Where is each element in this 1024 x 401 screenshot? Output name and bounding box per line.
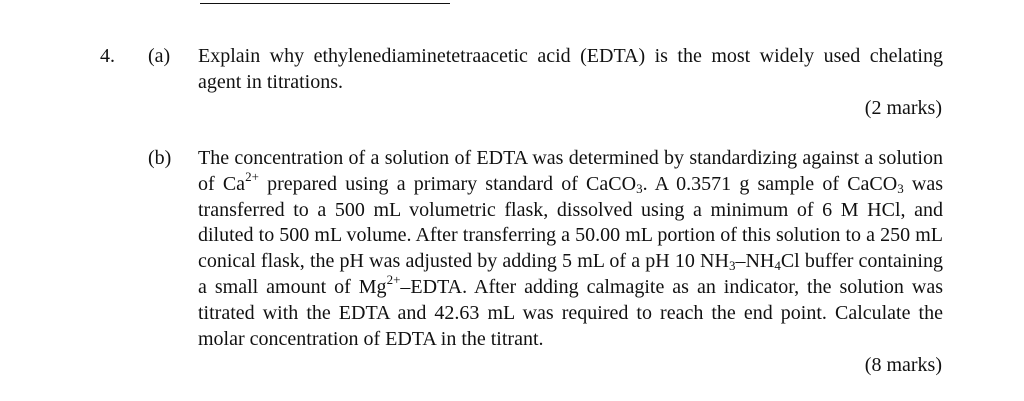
part-b-seg-1: The concentration of a solution of EDTA was determined by standardizing against a solution of Ca (198, 147, 943, 195)
part-b-seg-4: was transferred to a 500 mL volumetric flask, dissolved using a minimum of 6 M HCl, and diluted to 500 mL volume. After transferring a 50.00 mL portion of this solution to a 250 mL conical flask, the pH was adjusted by adding 5 mL of a pH 10 NH (198, 172, 943, 273)
part-b-seg-7: –EDTA. After adding calmagite as an indicator, the solution was titrated with the EDTA and 42.63 mL was required to reach the end point. Calculate the molar concentration of EDTA in the titrant. (198, 275, 944, 350)
mg-charge-superscript: 2+ (386, 271, 401, 287)
part-b-seg-6: Cl buffer containing a small amount of Mg (198, 250, 943, 298)
part-b-text (198, 146, 943, 352)
part-b-seg-3: . A 0.3571 g sample of CaCO (642, 172, 898, 195)
part-b-seg-5: –NH (735, 250, 775, 273)
nh4-subscript: 4 (774, 258, 781, 274)
part-a-text: Explain why ethylenediaminetetraacetic acid (EDTA) is the most widely used chelating agent in titrations. (198, 45, 943, 93)
question-number: 4. (100, 45, 115, 67)
caco3-subscript: 3 (636, 180, 643, 196)
nh3-subscript: 3 (728, 258, 736, 274)
ca-charge-superscript: 2+ (245, 168, 259, 184)
part-a-marks: (2 marks) (864, 97, 942, 119)
part-b-marks: (8 marks) (864, 354, 942, 376)
top-rule-line (200, 3, 450, 4)
part-b-label: (b) (148, 147, 172, 169)
part-b-seg-2: prepared using a primary standard of CaCO (258, 172, 637, 195)
caco3-subscript-2: 3 (897, 180, 904, 196)
part-a-label: (a) (148, 45, 171, 67)
